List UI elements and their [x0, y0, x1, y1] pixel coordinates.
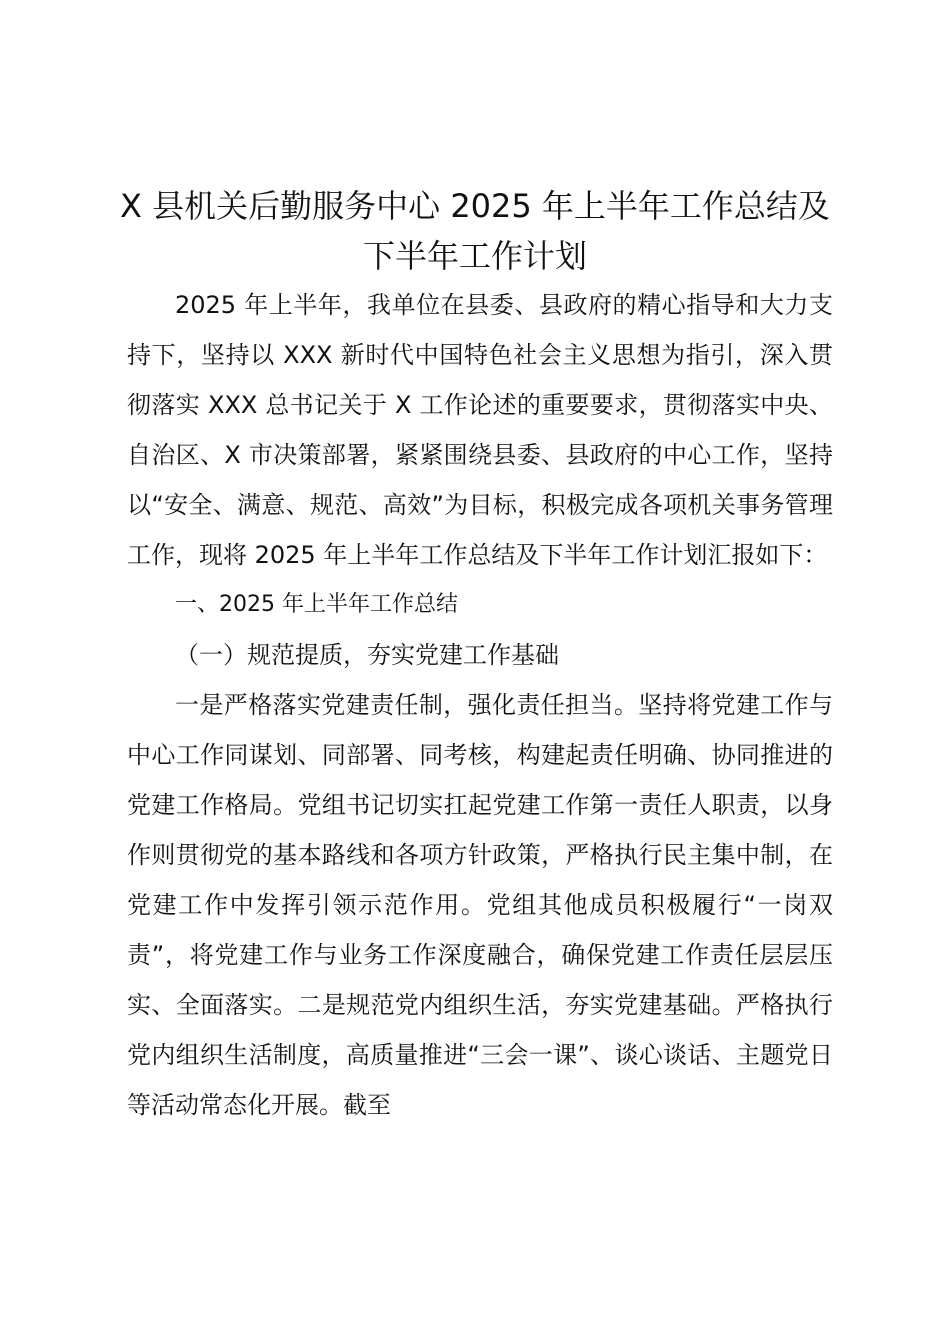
body-paragraph: 一是严格落实党建责任制，强化责任担当。坚持将党建工作与中心工作同谋划、同部署、同考核，构建起责任明确、协同推进的党建工作格局。党组书记切实扛起党建工作第一责任人职责，以身作则贯彻党的基本路线和各项方针政策，严格执行民主集中制，在党建工作中发挥引领示范作用。党组其他成员积极履行“一岗双责”，将党建工作与业务工作深度融合，确保党建工作责任层层压实、全面落实。二是规范党内组织生活，夯实党建基础。严格执行党内组织生活制度，高质量推进“三会一课”、谈心谈话、主题党日等活动常态化开展。截至	[127, 691, 833, 1119]
subsection-heading: （一）规范提质，夯实党建工作基础	[175, 641, 559, 669]
section-heading: 一、2025 年上半年工作总结	[175, 592, 458, 617]
document-body	[127, 280, 833, 1130]
intro-paragraph: 2025 年上半年，我单位在县委、县政府的精心指导和大力支持下，坚持以 XXX 新时代中国特色社会主义思想为指引，深入贯彻落实 XXX 总书记关于 X 工作论述的重要要求，贯彻落实中央、自治区、X 市决策部署，紧紧围绕县委、县政府的中心工作，坚持以“安全、满意、规范、高效”为目标，积极完成各项机关事务管理工作，现将 2025 年上半年工作总结及下半年工作计划汇报如下：	[127, 291, 833, 569]
document-title: X 县机关后勤服务中心 2025 年上半年工作总结及下半年工作计划	[120, 187, 830, 275]
